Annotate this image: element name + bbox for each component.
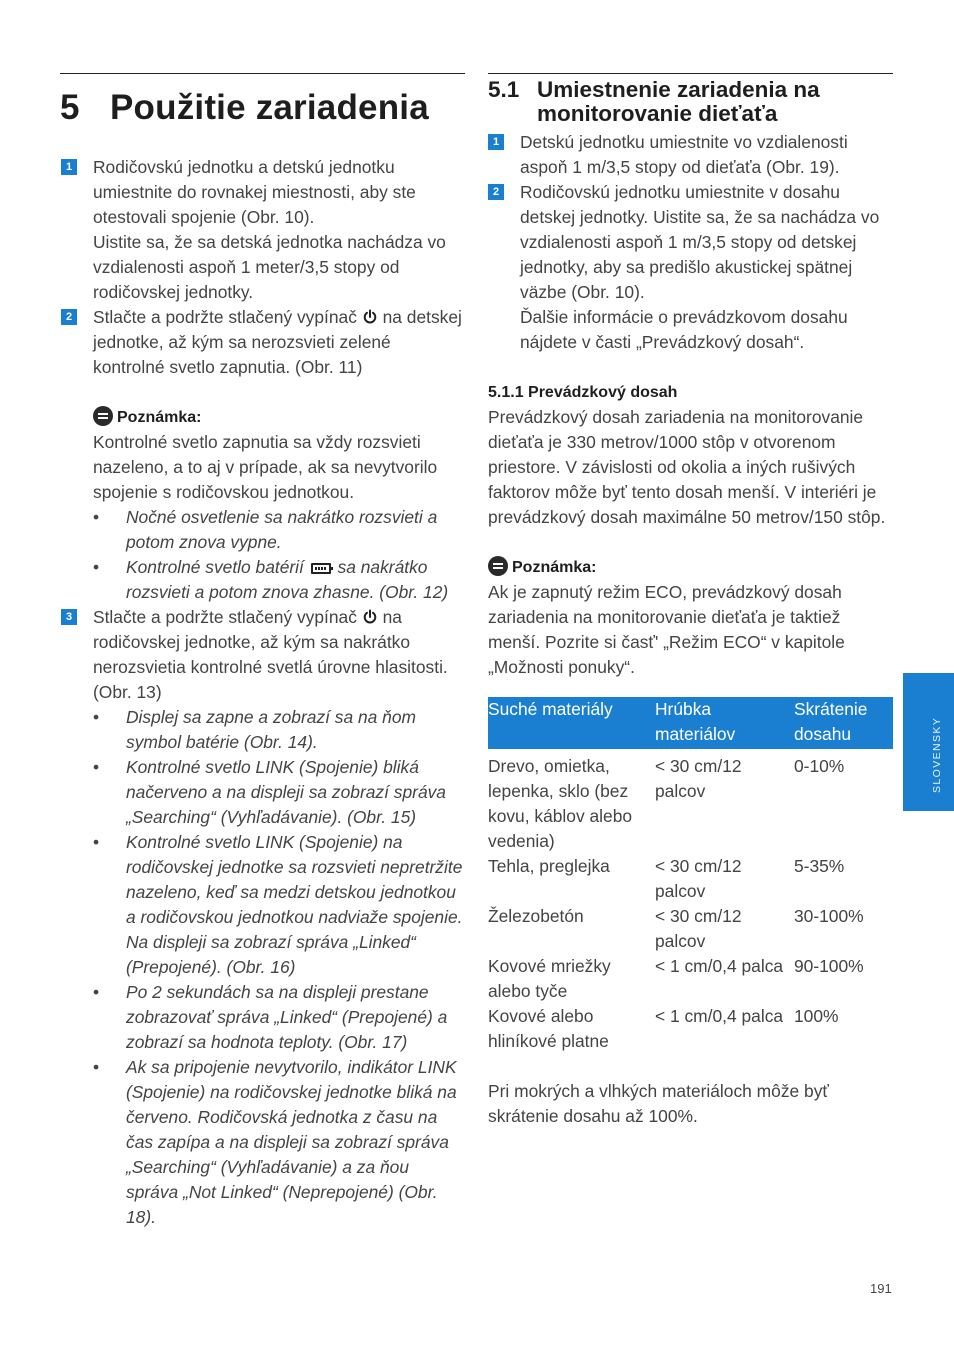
table-cell: Drevo, omietka, lepenka, sklo (bez kovu, káblov alebo vedenia) [488, 756, 633, 851]
step-3-bullets [61, 705, 466, 1230]
table-cell: Kovové alebo hliníkové platne [488, 1006, 609, 1051]
step-2 [488, 180, 894, 305]
note-icon [93, 406, 113, 426]
table-cell: 30-100% [794, 906, 864, 926]
step-1-text: Detskú jednotku umiestnite vo vzdialenosti aspoň 1 m/3,5 stopy od dieťaťa (Obr. 19). [520, 132, 848, 177]
list-item [93, 555, 466, 605]
step-2 [61, 305, 466, 380]
note-bullets [61, 505, 466, 605]
chapter-number: 5 [60, 88, 80, 127]
table-cell: < 30 cm/12 palcov [655, 856, 742, 901]
section-number: 5.1 [488, 77, 520, 102]
table-cell: 0-10% [794, 756, 845, 776]
list-item: • Ak sa pripojenie nevytvorilo, indikátor LINK (Spojenie) na rodičovskej jednotke bliká na červeno. Rodičovská jednotka z času na čas zapípa a na displeji sa zobrazí správa „Searching“ (Vyhľadávanie) a za ňou správa „Not Linked“ (Neprepojené) (Obr. 18). [93, 1055, 466, 1230]
bullet-2-before: Kontrolné svetlo batérií [126, 557, 304, 577]
subsection-text: Prevádzkový dosah zariadenia na monitorovanie dieťaťa je 330 metrov/1000 stôp v otvorenom priestore. V závislosti od okolia a iných rušivých faktorov môže byť tento dosah menší. V interiéri je prevádzkový dosah maximálne 50 metrov/150 stôp. [488, 407, 886, 527]
list-item: • Kontrolné svetlo LINK (Spojenie) na rodičovskej jednotke sa rozsvieti nepretržite nazeleno, keď sa medzi detskou jednotkou a rodičovskou jednotkou nadviaže spojenie. Na displeji sa zobrazí správa „Linked“ (Prepojené). (Obr. 16) [93, 830, 466, 980]
left-column [61, 155, 466, 1230]
step-3-text-after: na rodičovskej jednotke, až kým sa nakrátko nerozsvietia kontrolné svetlá úrovne hlasitosti. (Obr. 13) [93, 607, 448, 702]
note-text: Ak je zapnutý režim ECO, prevádzkový dosah zariadenia na monitorovanie dieťaťa je taktiež menší. Pozrite si časť' „Režim ECO“ v kapitole „Možnosti ponuky“. [488, 582, 845, 677]
table-cell: Železobetón [488, 906, 584, 926]
list-item: • Displej sa zapne a zobrazí sa na ňom symbol batérie (Obr. 14). [93, 705, 466, 755]
table-row [488, 854, 893, 904]
table-cell: < 1 cm/0,4 palca [655, 956, 784, 976]
table-cell: 5-35% [794, 856, 845, 876]
bullet-2-after: sa nakrátko rozsvieti a potom znova zhasne. (Obr. 12) [126, 557, 449, 602]
table-row [488, 954, 893, 1004]
step-2-extra: Ďalšie informácie o prevádzkovom dosahu nájdete v časti „Prevádzkový dosah“. [520, 307, 848, 352]
step-1-extra: Uistite sa, že sa detská jednotka nachádza vo vzdialenosti aspoň 1 meter/3,5 stopy od rodičovskej jednotky. [93, 232, 446, 302]
step-3 [61, 605, 466, 705]
step-number-badge: 1 [488, 134, 504, 150]
header-reduction: Skrátenie dosahu [794, 697, 893, 749]
subsection-heading: 5.1.1 Prevádzkový dosah [488, 384, 678, 401]
table-cell: < 1 cm/0,4 palca [655, 1006, 784, 1026]
step-number-badge: 3 [61, 609, 77, 625]
list-item: • Nočné osvetlenie sa nakrátko rozsvieti a potom znova vypne. [93, 505, 466, 555]
table-cell: 90-100% [794, 956, 864, 976]
step-number-badge: 2 [61, 309, 77, 325]
table-cell: Kovové mriežky alebo tyče [488, 956, 611, 1001]
step-2-text-after: na detskej jednotke, až kým sa nerozsvieti zelené kontrolné svetlo zapnutia. (Obr. 11) [93, 307, 462, 377]
note-heading-label: Poznámka: [512, 559, 597, 576]
section-title-line1: Umiestnenie zariadenia na [537, 77, 820, 102]
left-top-rule [60, 73, 465, 74]
step-3-text-before: Stlačte a podržte stlačený vypínač [93, 607, 357, 627]
table-row [488, 749, 893, 854]
table-cell: < 30 cm/12 palcov [655, 756, 742, 801]
step-2-text: Rodičovskú jednotku umiestnite v dosahu detskej jednotky. Uistite sa, že sa nachádza vo vzdialenosti aspoň 1 m/3,5 stopy od detskej jednotky, aby sa predišlo akustickej spätnej väzbe (Obr. 10). [520, 182, 880, 302]
step-number-badge: 2 [488, 184, 504, 200]
right-column [488, 130, 894, 1129]
header-materials: Suché materiály [488, 697, 655, 749]
right-top-rule [488, 73, 893, 74]
step-1 [488, 130, 894, 180]
step-number-badge: 1 [61, 159, 77, 175]
list-item: • Po 2 sekundách sa na displeji prestane zobrazovať správa „Linked“ (Prepojené) a zobrazí sa hodnota teploty. (Obr. 17) [93, 980, 466, 1055]
power-icon [362, 609, 378, 625]
table-header-row [488, 697, 893, 749]
step-1-text: Rodičovskú jednotku a detskú jednotku umiestnite do rovnakej miestnosti, aby ste otestovali spojenie (Obr. 10). [93, 157, 416, 227]
section-title-line2: monitorovanie dieťaťa [537, 101, 778, 126]
note-text: Kontrolné svetlo zapnutia sa vždy rozsvieti nazeleno, a to aj v prípade, ak sa nevytvorilo spojenie s rodičovskou jednotkou. [93, 432, 438, 502]
materials-table [488, 697, 893, 1054]
note-heading [61, 405, 466, 430]
note-icon [488, 556, 508, 576]
chapter-title-text: Použitie zariadenia [110, 88, 429, 127]
table-cell: Tehla, preglejka [488, 856, 610, 876]
footer-text: Pri mokrých a vlhkých materiáloch môže byť skrátenie dosahu až 100%. [488, 1081, 829, 1126]
note-heading [488, 555, 894, 580]
section-title [488, 78, 894, 126]
step-2-text-before: Stlačte a podržte stlačený vypínač [93, 307, 357, 327]
table-row [488, 904, 893, 954]
header-thickness: Hrúbka materiálov [655, 697, 794, 749]
chapter-title [60, 88, 429, 128]
note-heading-label: Poznámka: [117, 409, 202, 426]
table-cell: 100% [794, 1006, 839, 1026]
battery-icon [311, 563, 331, 574]
side-tab-label: SLOVENSKY [931, 716, 943, 793]
table-cell: < 30 cm/12 palcov [655, 906, 742, 951]
power-icon [362, 309, 378, 325]
step-1 [61, 155, 466, 230]
page-number: 191 [870, 1281, 892, 1296]
language-side-tab [903, 673, 954, 811]
list-item: • Kontrolné svetlo LINK (Spojenie) bliká načerveno a na displeji sa zobrazí správa „Searching“ (Vyhľadávanie). (Obr. 15) [93, 755, 466, 830]
table-row [488, 1004, 893, 1054]
